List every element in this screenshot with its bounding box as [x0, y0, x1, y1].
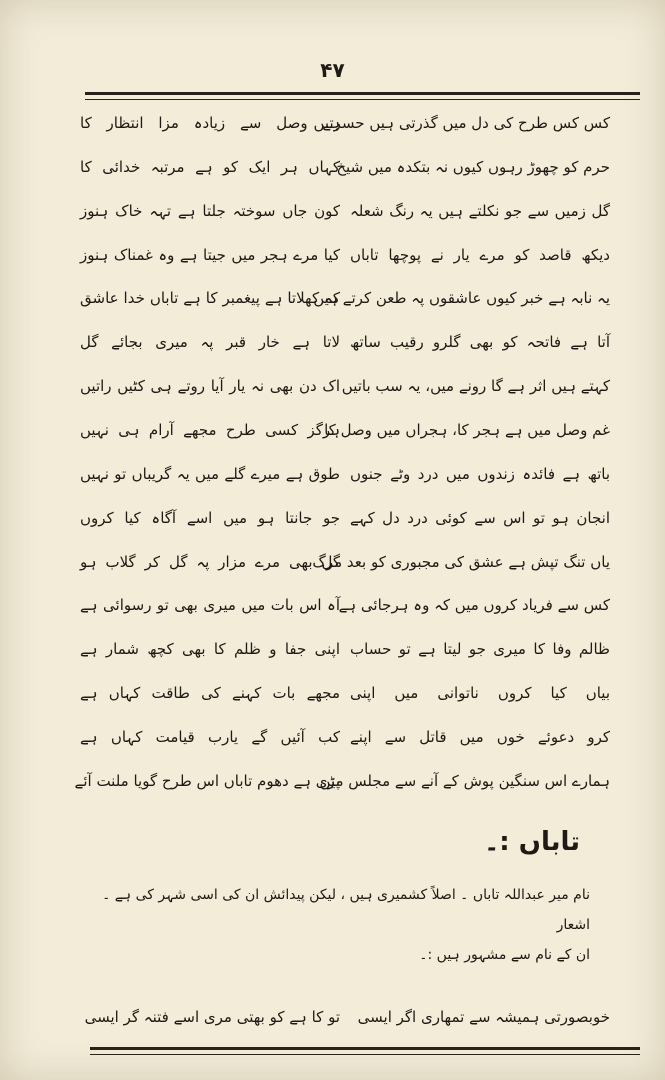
left-column — [74, 112, 340, 792]
page-number: ۴۷ — [320, 58, 345, 82]
verse-line: دیکھ قاصد کو مرے یار نے پوچھا تاباں — [350, 245, 610, 264]
closing-verse-left: تو کا ہے کو بھتی مری اسے فتنہ گر ایسی — [84, 1008, 340, 1026]
verse-line: ظالم وفا کا میری جو لیتا ہے تو حساب — [350, 640, 610, 659]
verse-line: کس سے فریاد کروں میں کہ وہ ہرجائی ہے — [338, 596, 610, 615]
verse-line: گل بھی مرے مزار پہ گل کر گلاب ہو — [80, 552, 340, 571]
verse-line: جو جانتا ہو میں اسے آگاہ کیا کروں — [80, 508, 340, 527]
verse-line: لاتا ہے خار قبر پہ میری بجائے گل — [80, 333, 340, 352]
verse-line: کون جاں سوختہ جلتا ہے تہہ خاک ہنوز — [80, 201, 340, 220]
verse-line: مجھے بات کہنے کی طاقت کہاں ہے — [80, 684, 340, 703]
bottom-rule-thick — [90, 1047, 640, 1050]
verse-line: ہے وصل سے زیادہ مزا انتظار کا — [80, 114, 340, 132]
verse-line: کہاں ہر ایک کو ہے مرتبہ خدائی کا — [80, 157, 340, 176]
verse-line: طوق ہے میرے گلے میں یہ گریباں تو نہیں — [80, 464, 340, 483]
verse-line: اپنی جفا و ظلم کا بھی کچھ شمار ہے — [80, 640, 340, 659]
right-column — [312, 112, 610, 792]
verse-line: یاں تنگ تپش ہے عشق کی مجبوری کو بعد مرگ — [312, 552, 610, 571]
verse-line: آہ اس بات میں میری بھی تو رسوائی ہے — [80, 596, 340, 615]
verse-line: ہرگز کسی طرح مجھے آرام ہی نہیں — [80, 421, 340, 440]
verse-line: کیا مرے ہجر میں جیتا ہے وہ غمناک ہنوز — [80, 245, 340, 264]
verse-line: حرم کو چھوڑ رہوں کیوں نہ بتکدہ میں شیخ — [336, 157, 610, 176]
biography-paragraph — [70, 880, 590, 970]
verse-line: گل زمیں سے جو نکلتے ہیں یہ رنگ شعلہ — [350, 201, 610, 220]
verse-line: کس کس طرح کی دل میں گذرتی ہیں حسرتیں — [313, 114, 610, 132]
verse-line: کہ کھلاتا ہے پیغمبر کا ہے تاباں خدا عاشق — [80, 289, 340, 308]
verse-line: بیاں کیا کروں ناتوانی میں اپنی — [350, 684, 610, 703]
verse-line: باتھ ہے فائدہ زندوں میں درد وٹے جنوں — [350, 464, 610, 483]
verse-line: غم وصل میں ہے ہجر کا، ہجراں میں وصل کا — [324, 421, 610, 440]
section-heading: تاباں :۔ — [484, 827, 580, 857]
closing-verse-right: خوبصورتی ہمیشہ سے تمھاری اگر ایسی — [357, 1008, 610, 1026]
verse-line: کہتے ہیں اثر ہے گا رونے میں، یہ سب باتیں — [341, 377, 610, 396]
top-rule-thin — [85, 99, 640, 100]
top-rule-thick — [85, 92, 640, 95]
verse-line: کب آئیں گے یارب قیامت کہاں ہے — [80, 728, 340, 747]
verse-line: انجان ہو تو اس سے کوئی درد دل کہے — [350, 508, 610, 527]
verse-line: کرو دعوئے خوں میں قاتل سے اپنے — [350, 728, 610, 747]
bio-line: ان کے نام سے مشہور ہیں :۔ — [419, 947, 590, 963]
bottom-rule-thin — [90, 1054, 640, 1055]
verse-line: آتا ہے فاتحہ کو بھی گلرو رقیب ساتھ — [350, 333, 610, 352]
verse-line: پڑی ہے دھوم تاباں اس طرح گویا ملنت آئے — [74, 771, 340, 790]
verse-line: ہمارے اس سنگین پوش کے آنے سے مجلس میں — [319, 771, 610, 790]
bio-line: نام میر عبداللہ تاباں ۔ اصلاً کشمیری ہیں ، لیکن پیدائش ان کی اسی شہر کی ہے ۔ اشعار — [102, 887, 590, 933]
verse-line: اک دن بھی نہ یار آیا روتے ہی کٹیں راتیں — [80, 377, 340, 396]
verse-line: یہ نابہ ہے خبر کیوں عاشقوں پہ طعن کرتے ہیں — [313, 289, 610, 308]
